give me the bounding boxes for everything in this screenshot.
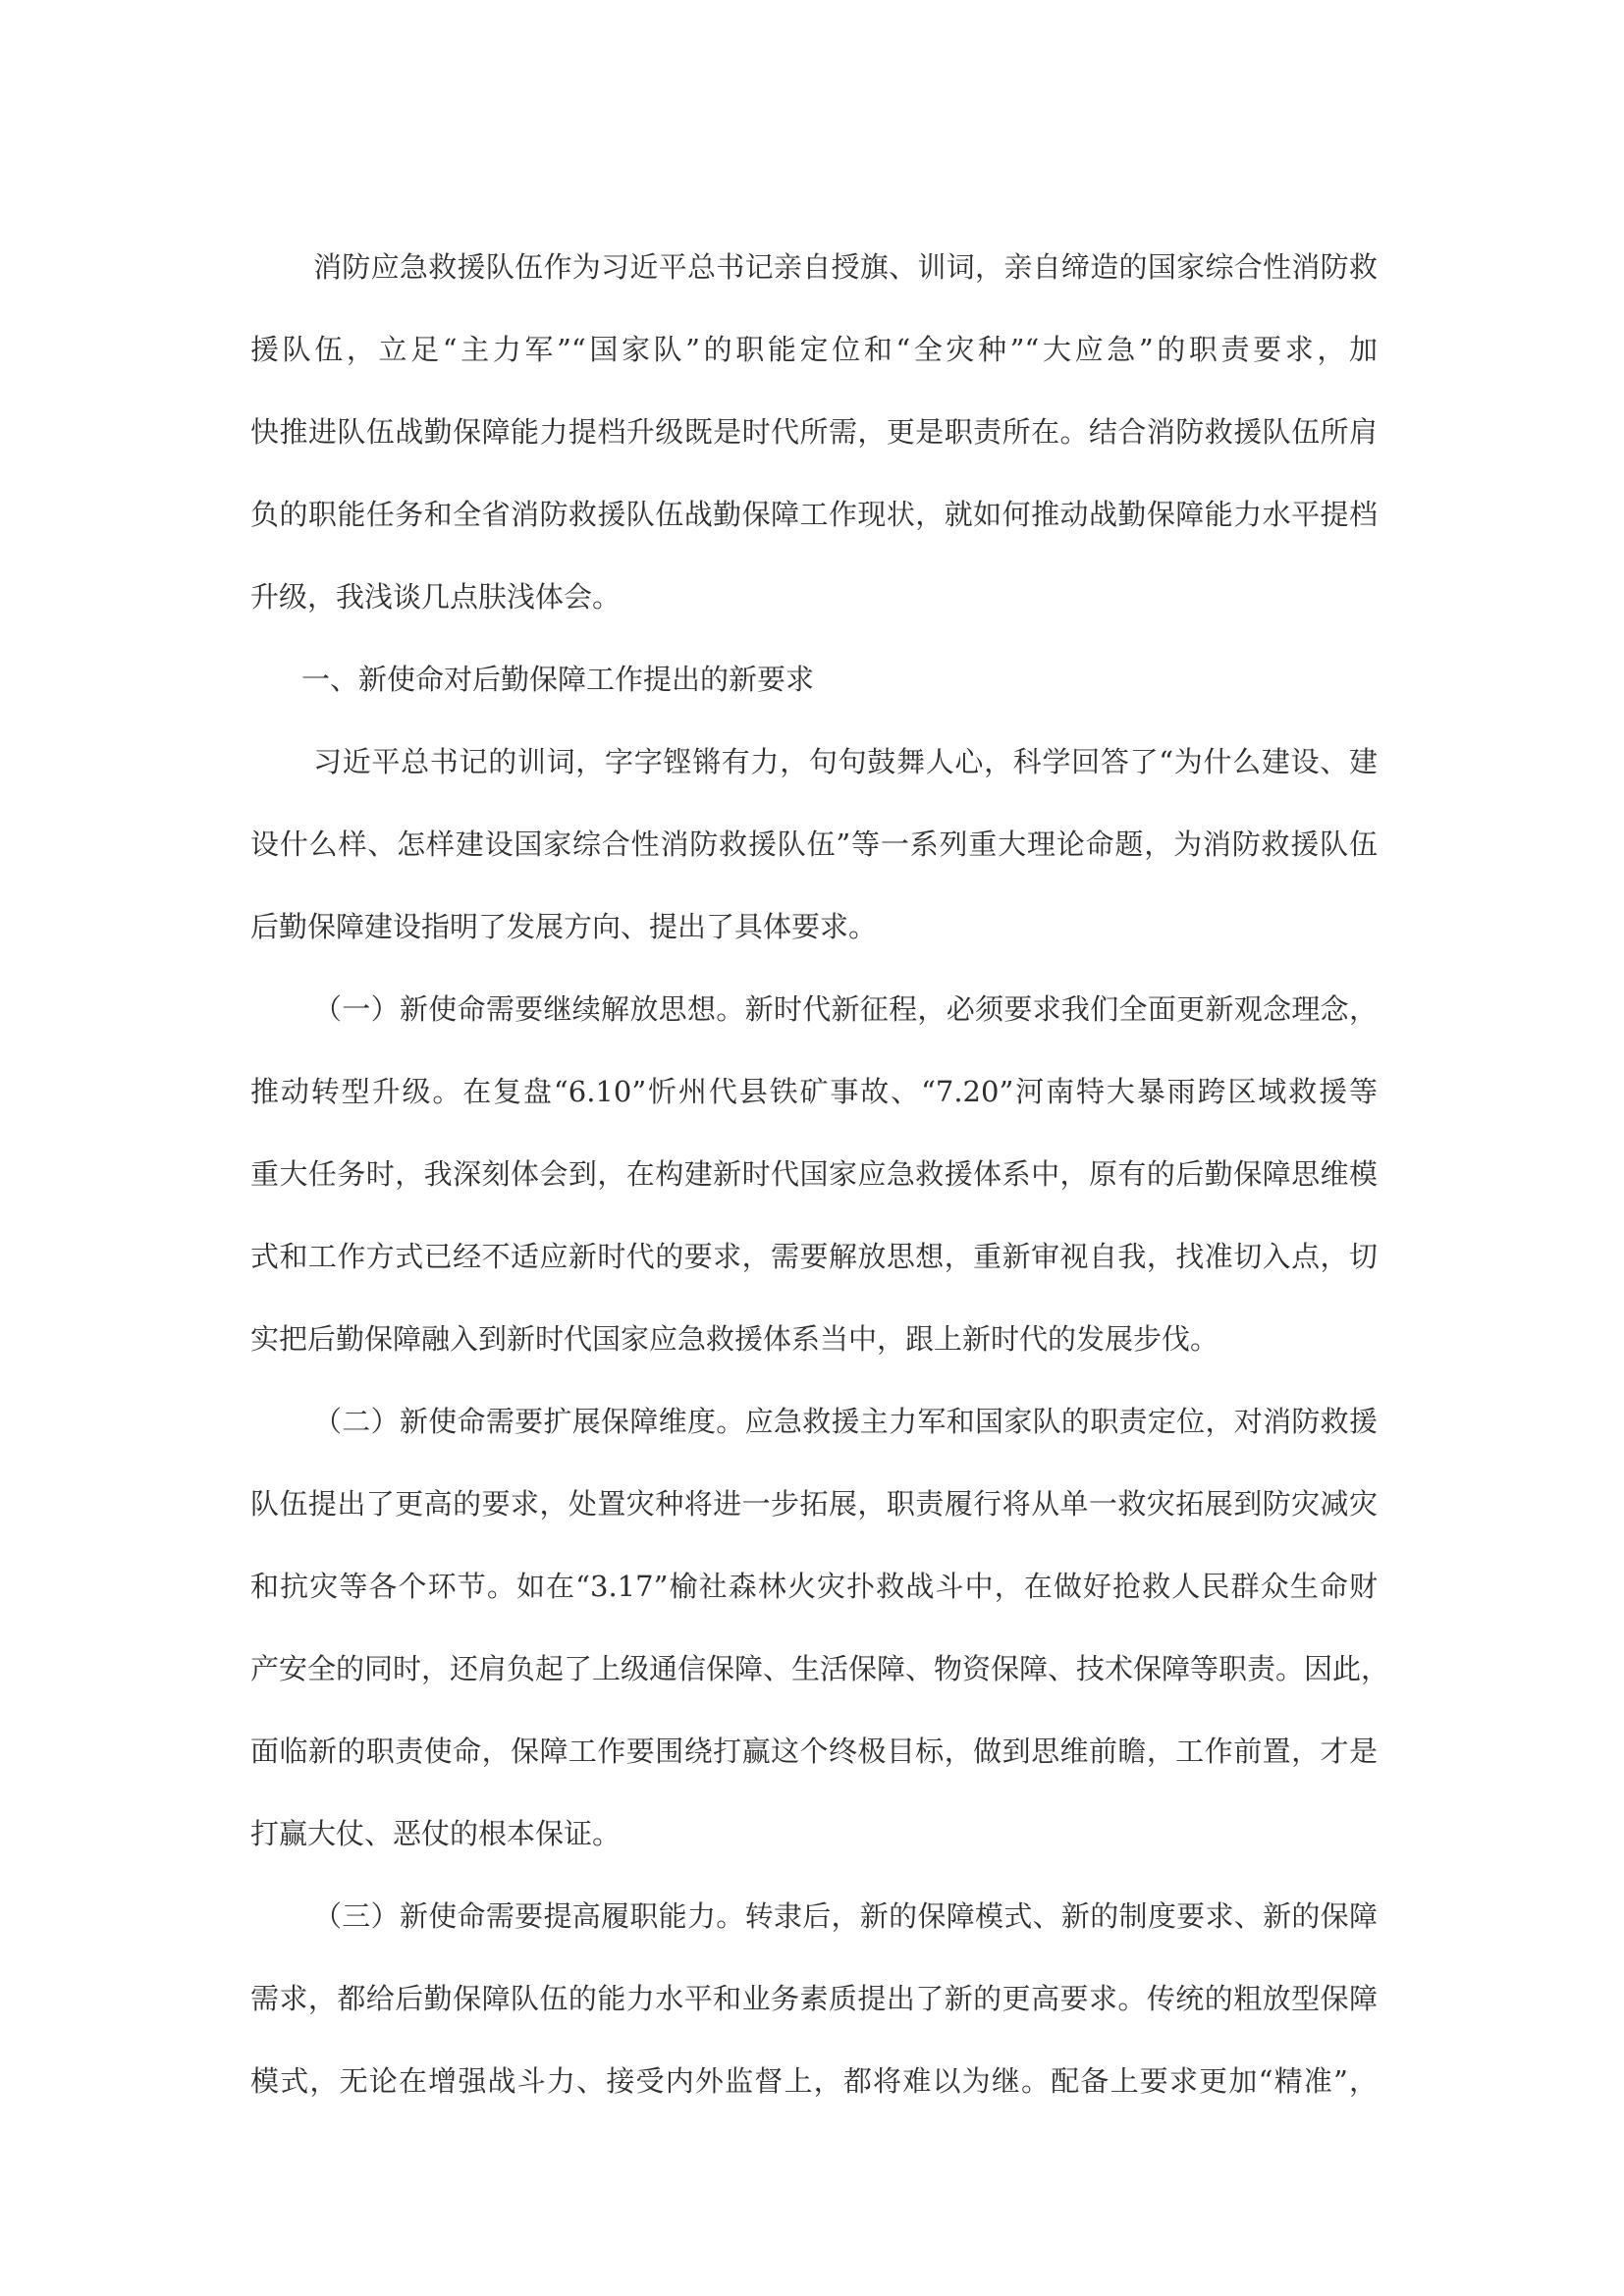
text-line: 快推进队伍战勤保障能力提档升级既是时代所需，更是职责所在。结合消防救援队伍所肩 — [250, 415, 1378, 449]
text-line: 消防应急救援队伍作为习近平总书记亲自授旗、训词，亲自缔造的国家综合性消防救 — [313, 250, 1378, 284]
text-line: 升级，我浅谈几点肤浅体会。 — [250, 580, 622, 614]
text-line: 负的职能任务和全省消防救援队伍战勤保障工作现状，就如何推动战勤保障能力水平提档 — [250, 498, 1378, 531]
text-line: 队伍提出了更高的要求，处置灾种将进一步拓展，职责履行将从单一救灾拓展到防灾减灾 — [250, 1487, 1378, 1521]
text-line: 打赢大仗、恶仗的根本保证。 — [250, 1817, 622, 1850]
document-body — [250, 245, 1390, 2142]
section-heading — [250, 658, 1378, 740]
text-line: 需求，都给后勤保障队伍的能力水平和业务素质提出了新的更高要求。传统的粗放型保障 — [250, 1982, 1378, 2015]
paragraph — [250, 1400, 1390, 1895]
text-line: 实把后勤保障融入到新时代国家应急救援体系当中，跟上新时代的发展步伐。 — [250, 1322, 1219, 1356]
text-line: 一、新使命对后勤保障工作提出的新要求 — [301, 663, 815, 696]
paragraph — [250, 988, 1378, 1400]
text-line: 推动转型升级。在复盘“6.10”忻州代县铁矿事故、“7.20”河南特大暴雨跨区域救援等 — [250, 1075, 1378, 1108]
text-line: （三）新使命需要提高履职能力。转隶后，新的保障模式、新的制度要求、新的保障 — [313, 1899, 1378, 1933]
text-line: 后勤保障建设指明了发展方向、提出了具体要求。 — [250, 910, 878, 943]
text-line: 援队伍，立足“主力军”“国家队”的职能定位和“全灾种”“大应急”的职责要求，加 — [250, 333, 1378, 366]
text-line: 产安全的同时，还肩负起了上级通信保障、生活保障、物资保障、技术保障等职责。因此， — [250, 1652, 1390, 1685]
text-line: 重大任务时，我深刻体会到，在构建新时代国家应急救援体系中，原有的后勤保障思维模 — [250, 1157, 1378, 1191]
text-line: 习近平总书记的训词，字字铿锵有力，句句鼓舞人心，科学回答了“为什么建设、建 — [313, 745, 1378, 778]
paragraph — [250, 1895, 1378, 2142]
paragraph — [250, 740, 1378, 988]
text-line: 式和工作方式已经不适应新时代的要求，需要解放思想，重新审视自我，找准切入点，切 — [250, 1240, 1378, 1273]
text-line: （二）新使命需要扩展保障维度。应急救援主力军和国家队的职责定位，对消防救援 — [313, 1405, 1378, 1438]
text-line: 设什么样、怎样建设国家综合性消防救援队伍”等一系列重大理论命题，为消防救援队伍 — [250, 828, 1378, 861]
text-line: 模式，无论在增强战斗力、接受内外监督上，都将难以为继。配备上要求更加“精准”， — [250, 2064, 1378, 2098]
text-line: （一）新使命需要继续解放思想。新时代新征程，必须要求我们全面更新观念理念， — [313, 992, 1378, 1026]
paragraph — [250, 245, 1378, 658]
text-line: 和抗灾等各个环节。如在“3.17”榆社森林火灾扑救战斗中，在做好抢救人民群众生命财 — [250, 1570, 1378, 1603]
text-line: 面临新的职责使命，保障工作要围绕打赢这个终极目标，做到思维前瞻，工作前置，才是 — [250, 1735, 1378, 1768]
